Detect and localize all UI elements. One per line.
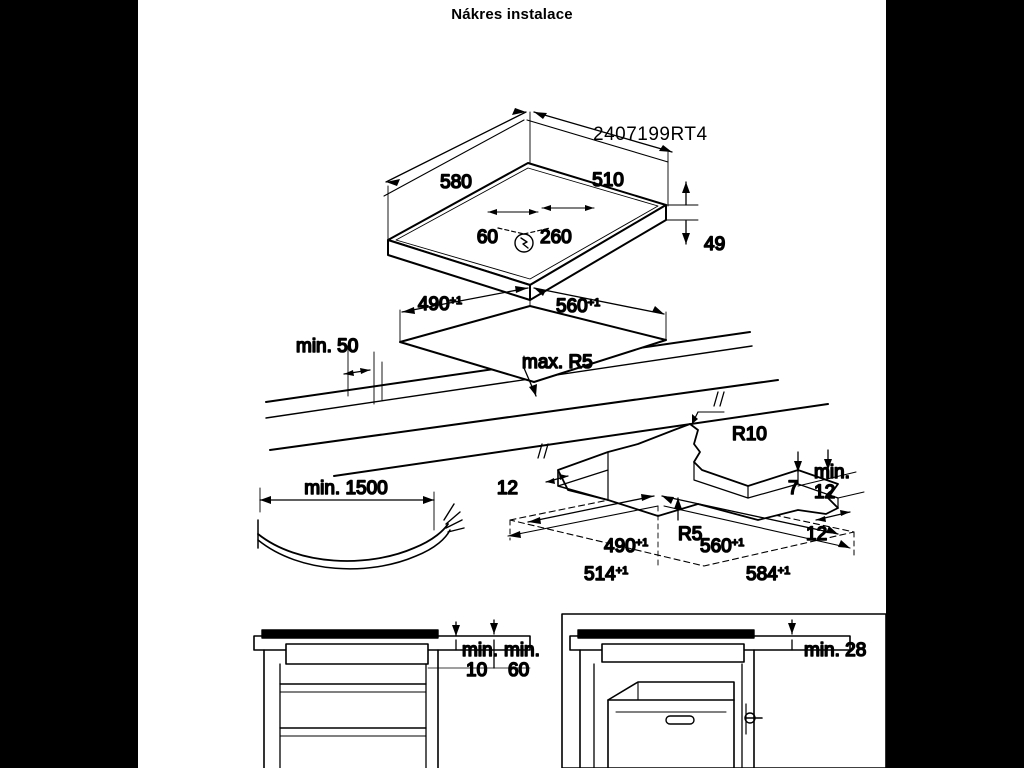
label-min-gap-12: 12 bbox=[814, 482, 836, 503]
label-plan-width: $560^{+1}$ bbox=[700, 536, 745, 557]
label-cutout-width: $560^{+1}$ bbox=[556, 296, 601, 317]
installation-diagram bbox=[138, 0, 886, 768]
label-frame-thickness-2: 12 bbox=[806, 524, 828, 545]
label-hob-height: 49 bbox=[704, 234, 726, 255]
figure-cable bbox=[258, 488, 464, 569]
part-number: 2407199RT4 bbox=[593, 124, 708, 145]
label-section-min-60-prefix: min. bbox=[504, 640, 540, 661]
label-section-min-10-prefix: min. bbox=[462, 640, 498, 661]
label-min-gap-7: 7 bbox=[788, 478, 799, 499]
label-plan-depth: $490^{+1}$ bbox=[604, 536, 649, 557]
label-outer-width: $584^{+1}$ bbox=[746, 564, 791, 585]
label-section-min-10: 10 bbox=[466, 660, 488, 681]
label-terminal-offset-b: 260 bbox=[540, 227, 572, 248]
figure-hob-isometric bbox=[384, 108, 698, 300]
label-outer-depth: $514^{+1}$ bbox=[584, 564, 629, 585]
label-hob-width: 580 bbox=[440, 172, 472, 193]
page-title: Nákres instalace bbox=[451, 6, 573, 23]
label-min-rear: min. 50 bbox=[296, 336, 359, 357]
label-min-gap-prefix: min. bbox=[814, 462, 850, 483]
label-max-radius: max. R5 bbox=[522, 352, 593, 373]
label-terminal-offset-a: 60 bbox=[476, 227, 498, 248]
figure-section-right bbox=[562, 614, 886, 768]
label-frame-thickness: 12 bbox=[496, 478, 518, 499]
label-cable-length: min. 1500 bbox=[304, 478, 388, 499]
label-cutout-depth: $490^{+1}$ bbox=[417, 294, 463, 315]
label-corner-radius-outer: R10 bbox=[732, 424, 767, 445]
label-section-min-28: min. 28 bbox=[804, 640, 867, 661]
label-section-min-60: 60 bbox=[508, 660, 530, 681]
drawing-sheet bbox=[138, 0, 886, 768]
label-corner-radius-inner: R5 bbox=[678, 524, 703, 545]
label-hob-depth: 510 bbox=[592, 170, 624, 191]
